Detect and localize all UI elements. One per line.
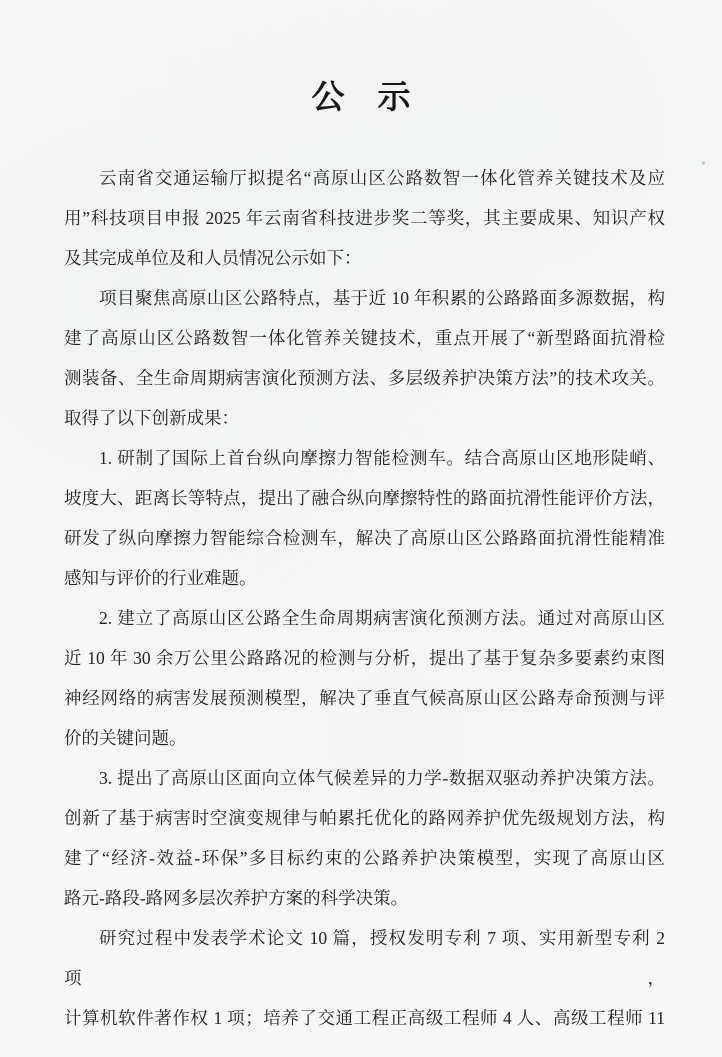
paragraph-project-overview bbox=[64, 278, 665, 438]
text-line: 近 10 年 30 余万公里公路路况的检测与分析，提出了基于复杂多要素约束图 bbox=[64, 648, 665, 668]
scan-speck bbox=[702, 161, 705, 165]
notice-title: 公 示 bbox=[311, 80, 411, 116]
text-line: 研发了纵向摩擦力智能综合检测车，解决了高原山区公路路面抗滑性能精准 bbox=[64, 528, 665, 548]
text-line: 取得了以下创新成果： bbox=[64, 408, 239, 428]
text-line: 感知与评价的行业难题。 bbox=[64, 568, 257, 588]
paragraph-achievement-2 bbox=[64, 598, 665, 758]
text-line: 计算机软件著作权 1 项；培养了交通工程正高级工程师 4 人、高级工程师 11 bbox=[64, 1008, 665, 1028]
text-line: 建了高原山区公路数智一体化管养关键技术，重点开展了“新型路面抗滑检 bbox=[64, 328, 665, 348]
notice-body bbox=[64, 158, 665, 1038]
paragraph-intro bbox=[64, 158, 665, 278]
text-line: 路元-路段-路网多层次养护方案的科学决策。 bbox=[64, 888, 409, 908]
text-line: 测装备、全生命周期病害演化预测方法、多层级养护决策方法”的技术攻关。 bbox=[64, 368, 665, 388]
text-line: 创新了基于病害时空演变规律与帕累托优化的路网养护优先级规划方法，构 bbox=[64, 808, 665, 828]
paragraph-achievement-1 bbox=[64, 438, 665, 598]
text-line: 价的关键问题。 bbox=[64, 728, 187, 748]
text-line: 用”科技项目申报 2025 年云南省科技进步奖二等奖，其主要成果、知识产权 bbox=[64, 208, 665, 228]
text-line: 云南省交通运输厅拟提名“高原山区公路数智一体化管养关键技术及应 bbox=[99, 168, 665, 188]
text-line: 研究过程中发表学术论文 10 篇，授权发明专利 7 项、实用新型专利 2 项， bbox=[64, 928, 665, 988]
paragraph-achievement-3 bbox=[64, 758, 665, 918]
text-line: 项目聚焦高原山区公路特点，基于近 10 年积累的公路路面多源数据，构 bbox=[99, 288, 665, 308]
text-line: 1. 研制了国际上首台纵向摩擦力智能检测车。结合高原山区地形陡峭、 bbox=[99, 448, 665, 468]
text-line: 2. 建立了高原山区公路全生命周期病害演化预测方法。通过对高原山区 bbox=[99, 608, 665, 628]
paragraph-outputs bbox=[64, 918, 665, 1038]
text-line: 坡度大、距离长等特点，提出了融合纵向摩擦特性的路面抗滑性能评价方法， bbox=[64, 488, 665, 508]
text-line: 建了“经济-效益-环保”多目标约束的公路养护决策模型，实现了高原山区 bbox=[64, 848, 665, 868]
text-line: 及其完成单位及和人员情况公示如下： bbox=[64, 248, 362, 268]
text-line: 3. 提出了高原山区面向立体气候差异的力学-数据双驱动养护决策方法。 bbox=[99, 768, 665, 788]
text-line: 神经网络的病害发展预测模型，解决了垂直气候高原山区公路寿命预测与评 bbox=[64, 688, 665, 708]
